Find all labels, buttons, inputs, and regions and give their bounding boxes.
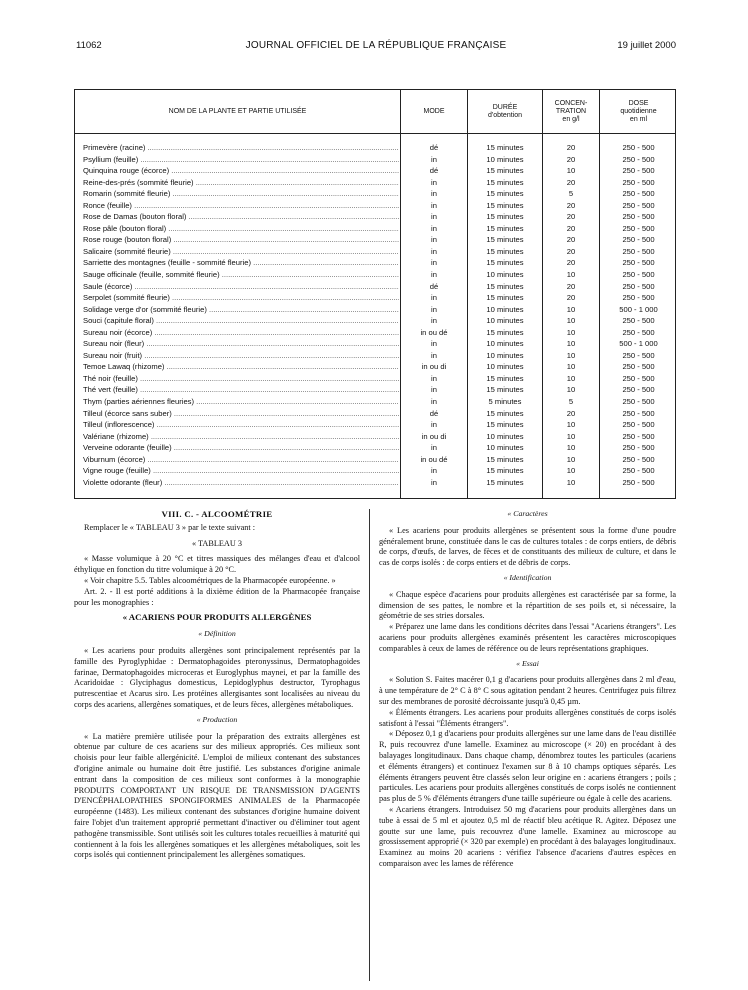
plant-name: Romarin (sommité fleurie) ..... bbox=[83, 188, 399, 200]
duration-cell: 15 minutes bbox=[486, 246, 524, 256]
paragraph: « Les acariens pour produits allergènes sont principalement représentés par la famille des Pyroglyphidae : Dermatophagoides pteronyssinus, Dermatophagoides farinae, Dermatophagoides microceras et Euroglyphus maynei, et par la famille des Acaridoidae : Glyciphagus domesticus, Lepidoglyphus destructor, Tyrophagus putrescentiae et Acarus siro. Les protéines allergisantes sont localisées au niveau du corps des acariens, allergènes somatiques, et de leurs fèces, allergènes métaboliques. bbox=[74, 645, 360, 709]
concentration-cell: 20 bbox=[566, 154, 576, 164]
mode-cell: in ou dé bbox=[420, 327, 448, 337]
duration-cell: 10 minutes bbox=[486, 339, 524, 349]
page-header bbox=[76, 40, 676, 54]
table-row bbox=[75, 350, 675, 362]
table-row bbox=[75, 315, 675, 327]
dose-cell: 250 - 500 bbox=[622, 454, 655, 464]
dose-cell: 250 - 500 bbox=[622, 316, 655, 326]
herbal-tea-table bbox=[74, 89, 676, 499]
concentration-cell: 20 bbox=[566, 408, 576, 418]
column-divider bbox=[369, 509, 370, 981]
paragraph: « Masse volumique à 20 °C et titres massiques des mélanges d'eau et d'alcool éthylique en fonction du titre volumique à 20 °C. bbox=[74, 554, 360, 575]
paragraph: « La matière première utilisée pour la préparation des extraits allergènes est obtenue par culture de ces acariens sur des milieux appropriés. Ces milieux sont choisis pour leur faible allergénicité. L'emploi de milieux contenant des substances d'origine animale ou humaine doit être justifié. Les substances d'origine animale entrant dans la composition de ces milieux sont conformes à la monographie PRODUITS COMPORTANT UN RISQUE DE TRANSMISSION D'AGENTS D'ENCÉPHALOPATHIES SPONGIFORMES ANIMALES de la Pharmacopée européenne (1483). Les milieux contenant des substances d'origine humaine doivent faire l'objet d'un traitement approprié permettant d'inactiver ou d'éliminer tout agent pathogène transmissible. Sont utilisés soit les cultures totales recueillies à maturité qui contiennent à la fois les allergènes somatiques et les allergènes métaboliques, soit les corps isolés qui contiennent principalement les allergènes somatiques. bbox=[74, 731, 360, 860]
concentration-cell: 10 bbox=[566, 373, 576, 383]
issue-date: 19 juillet 2000 bbox=[617, 40, 676, 51]
plant-name: Verveine odorante (feuille) ..... bbox=[83, 442, 399, 454]
dose-cell: 250 - 500 bbox=[622, 397, 655, 407]
mode-cell: in bbox=[431, 270, 437, 280]
concentration-cell: 5 bbox=[568, 397, 574, 407]
duration-cell: 10 minutes bbox=[486, 316, 524, 326]
plant-name: Vigne rouge (feuille) ..... bbox=[83, 465, 399, 477]
dose-cell: 250 - 500 bbox=[622, 143, 655, 152]
plant-name: Sureau noir (fleur) ..... bbox=[83, 338, 399, 350]
concentration-cell: 10 bbox=[566, 362, 576, 372]
table-row bbox=[75, 292, 675, 304]
mode-cell: in bbox=[431, 189, 437, 199]
plant-name: Tilleul (écorce sans suber) ..... bbox=[83, 408, 399, 420]
duration-cell: 10 minutes bbox=[486, 431, 524, 441]
plant-name: Sarriette des montagnes (feuille - sommité fleurie) ..... bbox=[83, 257, 399, 269]
concentration-cell: 10 bbox=[566, 327, 576, 337]
concentration-cell: 10 bbox=[566, 339, 576, 349]
plant-name: Rose de Damas (bouton floral) ..... bbox=[83, 211, 399, 223]
duration-cell: 15 minutes bbox=[486, 293, 524, 303]
table-row bbox=[75, 188, 675, 200]
plant-name: Viburnum (écorce) ..... bbox=[83, 454, 399, 466]
left-column bbox=[74, 509, 360, 861]
dose-cell: 250 - 500 bbox=[622, 385, 655, 395]
duration-cell: 10 minutes bbox=[486, 362, 524, 372]
monograph-title: « ACARIENS POUR PRODUITS ALLERGÈNES bbox=[122, 612, 312, 623]
concentration-cell: 20 bbox=[566, 177, 576, 187]
duration-cell: 15 minutes bbox=[486, 408, 524, 418]
dose-cell: 250 - 500 bbox=[622, 235, 655, 245]
concentration-cell: 20 bbox=[566, 258, 576, 268]
concentration-cell: 5 bbox=[568, 189, 574, 199]
plant-name: Salicaire (sommité fleurie) ..... bbox=[83, 246, 399, 258]
subsection-title: « Définition bbox=[198, 629, 236, 639]
plant-name: Solidage verge d'or (sommité fleurie) ..... bbox=[83, 304, 399, 316]
concentration-cell: 20 bbox=[566, 293, 576, 303]
table-row bbox=[75, 223, 675, 235]
duration-cell: 15 minutes bbox=[486, 466, 524, 476]
table-row bbox=[75, 257, 675, 269]
duration-cell: 15 minutes bbox=[486, 454, 524, 464]
plant-name: Violette odorante (fleur) ..... bbox=[83, 477, 399, 489]
duration-cell: 15 minutes bbox=[486, 177, 524, 187]
table-row bbox=[75, 408, 675, 420]
col-header-dose: DOSE quotidienne en ml bbox=[620, 99, 657, 123]
table-row bbox=[75, 211, 675, 223]
mode-cell: in bbox=[431, 316, 437, 326]
concentration-cell: 10 bbox=[566, 316, 576, 326]
duration-cell: 15 minutes bbox=[486, 223, 524, 233]
table-row bbox=[75, 177, 675, 189]
dose-cell: 250 - 500 bbox=[622, 350, 655, 360]
table-row bbox=[75, 396, 675, 408]
paragraph: « Éléments étrangers. Les acariens pour produits allergènes constitués de corps isolés satisfont à l'essai "Éléments étrangers". bbox=[379, 707, 676, 728]
mode-cell: dé bbox=[429, 281, 439, 291]
mode-cell: in bbox=[431, 177, 437, 187]
duration-cell: 15 minutes bbox=[486, 200, 524, 210]
table-row bbox=[75, 338, 675, 350]
mode-cell: in bbox=[431, 200, 437, 210]
duration-cell: 15 minutes bbox=[486, 420, 524, 430]
concentration-cell: 20 bbox=[566, 235, 576, 245]
duration-cell: 15 minutes bbox=[486, 327, 524, 337]
mode-cell: in bbox=[431, 258, 437, 268]
duration-cell: 10 minutes bbox=[486, 154, 524, 164]
mode-cell: in bbox=[431, 293, 437, 303]
concentration-cell: 10 bbox=[566, 466, 576, 476]
subsection-title: « Caractères bbox=[507, 509, 548, 518]
mode-cell: in bbox=[431, 246, 437, 256]
concentration-cell: 10 bbox=[566, 477, 576, 487]
duration-cell: 5 minutes bbox=[488, 397, 522, 407]
mode-cell: in bbox=[431, 223, 437, 233]
dose-cell: 250 - 500 bbox=[622, 431, 655, 441]
duration-cell: 10 minutes bbox=[486, 304, 524, 314]
mode-cell: in bbox=[431, 466, 437, 476]
mode-cell: in bbox=[431, 235, 437, 245]
page-number: 11062 bbox=[76, 40, 102, 51]
table-row bbox=[75, 373, 675, 385]
concentration-cell: 20 bbox=[566, 281, 576, 291]
table-ref: « TABLEAU 3 bbox=[191, 538, 243, 548]
dose-cell: 250 - 500 bbox=[622, 223, 655, 233]
plant-name: Primevère (racine) ..... bbox=[83, 142, 399, 154]
col-header-duration: DURÉE d'obtention bbox=[487, 103, 523, 119]
mode-cell: in ou di bbox=[421, 431, 447, 441]
dose-cell: 250 - 500 bbox=[622, 166, 655, 176]
table-row bbox=[75, 419, 675, 431]
duration-cell: 10 minutes bbox=[486, 443, 524, 453]
table-row bbox=[75, 431, 675, 443]
table-row bbox=[75, 477, 675, 489]
table-row bbox=[75, 304, 675, 316]
paragraph: « Acariens étrangers. Introduisez 50 mg d'acariens pour produits allergènes dans un tube à essai de 5 ml et ajoutez 0,5 ml de réactif bleu acétique R. Agitez. Déposez une goutte sur une lame, puis recouvrez d'une lamelle. Examinez au microscope au grossissement approprié (× 320 par exemple) en procédant à des balayages longitudinaux. Examinez au moins 20 acariens : vérifiez l'absence d'acariens d'autres espèces en comparaison avec les lames de référence bbox=[379, 804, 676, 868]
duration-cell: 15 minutes bbox=[486, 258, 524, 268]
paragraph: « Solution S. Faites macérer 0,1 g d'acariens pour produits allergènes dans 2 ml d'eau, à une température de 2° C à 8° C sous agitation pendant 2 heures. Centrifugez puis filtrez sur des membranes de porosité décroissante jusqu'à 0,45 µm. bbox=[379, 675, 676, 706]
journal-title: JOURNAL OFFICIEL DE LA RÉPUBLIQUE FRANÇAISE bbox=[245, 40, 507, 51]
dose-cell: 250 - 500 bbox=[622, 154, 655, 164]
table-row bbox=[75, 154, 675, 166]
concentration-cell: 10 bbox=[566, 166, 576, 176]
article-2: Art. 2. - Il est porté additions à la dixième édition de la Pharmacopée française pour les monographies : bbox=[74, 586, 360, 607]
plant-name: Sureau noir (écorce) ..... bbox=[83, 327, 399, 339]
plant-name: Valériane (rhizome) ..... bbox=[83, 431, 399, 443]
table-row bbox=[75, 200, 675, 212]
mode-cell: in bbox=[431, 373, 437, 383]
dose-cell: 250 - 500 bbox=[622, 362, 655, 372]
plant-name: Thé vert (feuille) ..... bbox=[83, 384, 399, 396]
paragraph: « Préparez une lame dans les conditions décrites dans l'essai "Acariens étrangers". Les acariens pour produits allergènes examinés présentent les caractères microscopiques comparables à ceux de lames de référence ou de leurs représentations graphiques. bbox=[379, 622, 676, 653]
table-row bbox=[75, 454, 675, 466]
duration-cell: 15 minutes bbox=[486, 189, 524, 199]
right-column bbox=[379, 509, 676, 870]
concentration-cell: 10 bbox=[566, 443, 576, 453]
mode-cell: in ou dé bbox=[420, 454, 448, 464]
dose-cell: 250 - 500 bbox=[622, 212, 655, 222]
dose-cell: 250 - 500 bbox=[622, 281, 655, 291]
mode-cell: in bbox=[431, 339, 437, 349]
duration-cell: 15 minutes bbox=[486, 143, 524, 152]
dose-cell: 250 - 500 bbox=[622, 477, 655, 487]
plant-name: Rose pâle (bouton floral) ..... bbox=[83, 223, 399, 235]
duration-cell: 15 minutes bbox=[486, 373, 524, 383]
duration-cell: 15 minutes bbox=[486, 477, 524, 487]
dose-cell: 250 - 500 bbox=[622, 373, 655, 383]
subsection-title: « Essai bbox=[516, 658, 539, 668]
dose-cell: 250 - 500 bbox=[622, 246, 655, 256]
plant-name: Ronce (feuille) ..... bbox=[83, 200, 399, 212]
paragraph: « Les acariens pour produits allergènes se présentent sous la forme d'une poudre généralement brune, constituée dans le cas de cultures totales : de corps entiers, de débris de corps, d'œufs, de larves, de fèces et de constituants des milieux de culture, et dans le cas de corps isolés : de corps entiers et de débris de corps. bbox=[379, 525, 676, 568]
concentration-cell: 20 bbox=[566, 246, 576, 256]
plant-name: Serpolet (sommité fleurie) ..... bbox=[83, 292, 399, 304]
dose-cell: 250 - 500 bbox=[622, 177, 655, 187]
col-header-concentration: CONCEN- TRATION en g/l bbox=[554, 99, 588, 123]
dose-cell: 250 - 500 bbox=[622, 258, 655, 268]
col-header-plant: NOM DE LA PLANTE ET PARTIE UTILISÉE bbox=[168, 107, 307, 115]
plant-name: Thé noir (feuille) ..... bbox=[83, 373, 399, 385]
paragraph: « Voir chapitre 5.5. Tables alcoométriques de la Pharmacopée européenne. » bbox=[84, 575, 336, 585]
table-row bbox=[75, 327, 675, 339]
mode-cell: in bbox=[431, 420, 437, 430]
mode-cell: dé bbox=[429, 166, 439, 176]
table-row bbox=[75, 269, 675, 281]
dose-cell: 250 - 500 bbox=[622, 327, 655, 337]
mode-cell: in bbox=[431, 212, 437, 222]
dose-cell: 250 - 500 bbox=[622, 189, 655, 199]
dose-cell: 500 - 1 000 bbox=[619, 304, 658, 314]
dose-cell: 500 - 1 000 bbox=[619, 339, 658, 349]
table-row bbox=[75, 165, 675, 177]
plant-name: Sureau noir (fruit) ..... bbox=[83, 350, 399, 362]
duration-cell: 15 minutes bbox=[486, 166, 524, 176]
col-header-mode: MODE bbox=[423, 107, 445, 115]
concentration-cell: 10 bbox=[566, 304, 576, 314]
concentration-cell: 20 bbox=[566, 143, 576, 152]
dose-cell: 250 - 500 bbox=[622, 443, 655, 453]
dose-cell: 250 - 500 bbox=[622, 293, 655, 303]
mode-cell: in ou di bbox=[421, 362, 447, 372]
plant-name: Sauge officinale (feuille, sommité fleurie) ..... bbox=[83, 269, 399, 281]
mode-cell: in bbox=[431, 397, 437, 407]
table-row bbox=[75, 246, 675, 258]
duration-cell: 15 minutes bbox=[486, 385, 524, 395]
dose-cell: 250 - 500 bbox=[622, 200, 655, 210]
duration-cell: 10 minutes bbox=[486, 270, 524, 280]
duration-cell: 10 minutes bbox=[486, 350, 524, 360]
section-title: VIII. C. - ALCOOMÉTRIE bbox=[161, 509, 273, 519]
plant-name: Psyllium (feuille) ..... bbox=[83, 154, 399, 166]
paragraph: « Chaque espèce d'acariens pour produits allergènes est caractérisée par sa forme, la dimension de ses pattes, le nombre et la répartition de ses poils et, si nécessaire, la géométrie de ses stries dorsales. bbox=[379, 589, 676, 621]
concentration-cell: 20 bbox=[566, 200, 576, 210]
plant-name: Reine-des-prés (sommité fleurie) ..... bbox=[83, 177, 399, 189]
mode-cell: dé bbox=[429, 408, 439, 418]
table-row bbox=[75, 384, 675, 396]
table-row bbox=[75, 281, 675, 293]
table-row bbox=[75, 361, 675, 373]
mode-cell: in bbox=[431, 477, 437, 487]
duration-cell: 15 minutes bbox=[486, 281, 524, 291]
mode-cell: in bbox=[431, 443, 437, 453]
table-row bbox=[75, 465, 675, 477]
concentration-cell: 10 bbox=[566, 431, 576, 441]
duration-cell: 15 minutes bbox=[486, 212, 524, 222]
plant-name: Rose rouge (bouton floral) ..... bbox=[83, 234, 399, 246]
plant-name: Temoe Lawaq (rhizome) ..... bbox=[83, 361, 399, 373]
plant-name: Saule (écorce) ..... bbox=[83, 281, 399, 293]
dose-cell: 250 - 500 bbox=[622, 270, 655, 280]
mode-cell: dé bbox=[429, 143, 439, 152]
duration-cell: 15 minutes bbox=[486, 235, 524, 245]
table-row bbox=[75, 234, 675, 246]
dose-cell: 250 - 500 bbox=[622, 408, 655, 418]
dose-cell: 250 - 500 bbox=[622, 420, 655, 430]
plant-name: Souci (capitule floral) ..... bbox=[83, 315, 399, 327]
plant-name: Quinquina rouge (écorce) ..... bbox=[83, 165, 399, 177]
subsection-title: « Identification bbox=[503, 572, 552, 582]
mode-cell: in bbox=[431, 154, 437, 164]
subsection-title: « Production bbox=[196, 714, 238, 724]
paragraph: « Déposez 0,1 g d'acariens pour produits allergènes sur une lame dans de l'eau distillée R, puis recouvrez d'une lamelle. Examinez au microscope (× 20) en procédant à des balayages longitudinaux. Dans chaque champ, dénombrez toutes les particules (acariens et éléments étrangers) et continuez l'examen sur 8 à 10 champs optiques séparés. Les éléments étrangers peuvent être classés selon leur origine en : acariens étrangers ; poils ; particules. Les acariens pour produits allergènes constitués de corps isolés ne contiennent pas plus de 5 % d'éléments étrangers d'une taille supérieure ou égale à celle des acariens. bbox=[379, 729, 676, 804]
mode-cell: in bbox=[431, 385, 437, 395]
dose-cell: 250 - 500 bbox=[622, 466, 655, 476]
concentration-cell: 20 bbox=[566, 223, 576, 233]
mode-cell: in bbox=[431, 304, 437, 314]
table-row bbox=[75, 442, 675, 454]
table-row bbox=[75, 142, 675, 154]
concentration-cell: 10 bbox=[566, 350, 576, 360]
concentration-cell: 10 bbox=[566, 420, 576, 430]
concentration-cell: 10 bbox=[566, 385, 576, 395]
concentration-cell: 10 bbox=[566, 270, 576, 280]
concentration-cell: 20 bbox=[566, 212, 576, 222]
plant-name: Thym (parties aériennes fleuries) ..... bbox=[83, 396, 399, 408]
table-body bbox=[75, 142, 675, 488]
plant-name: Tilleul (inflorescence) ..... bbox=[83, 419, 399, 431]
paragraph: Remplacer le « TABLEAU 3 » par le texte suivant : bbox=[84, 522, 256, 532]
concentration-cell: 10 bbox=[566, 454, 576, 464]
mode-cell: in bbox=[431, 350, 437, 360]
